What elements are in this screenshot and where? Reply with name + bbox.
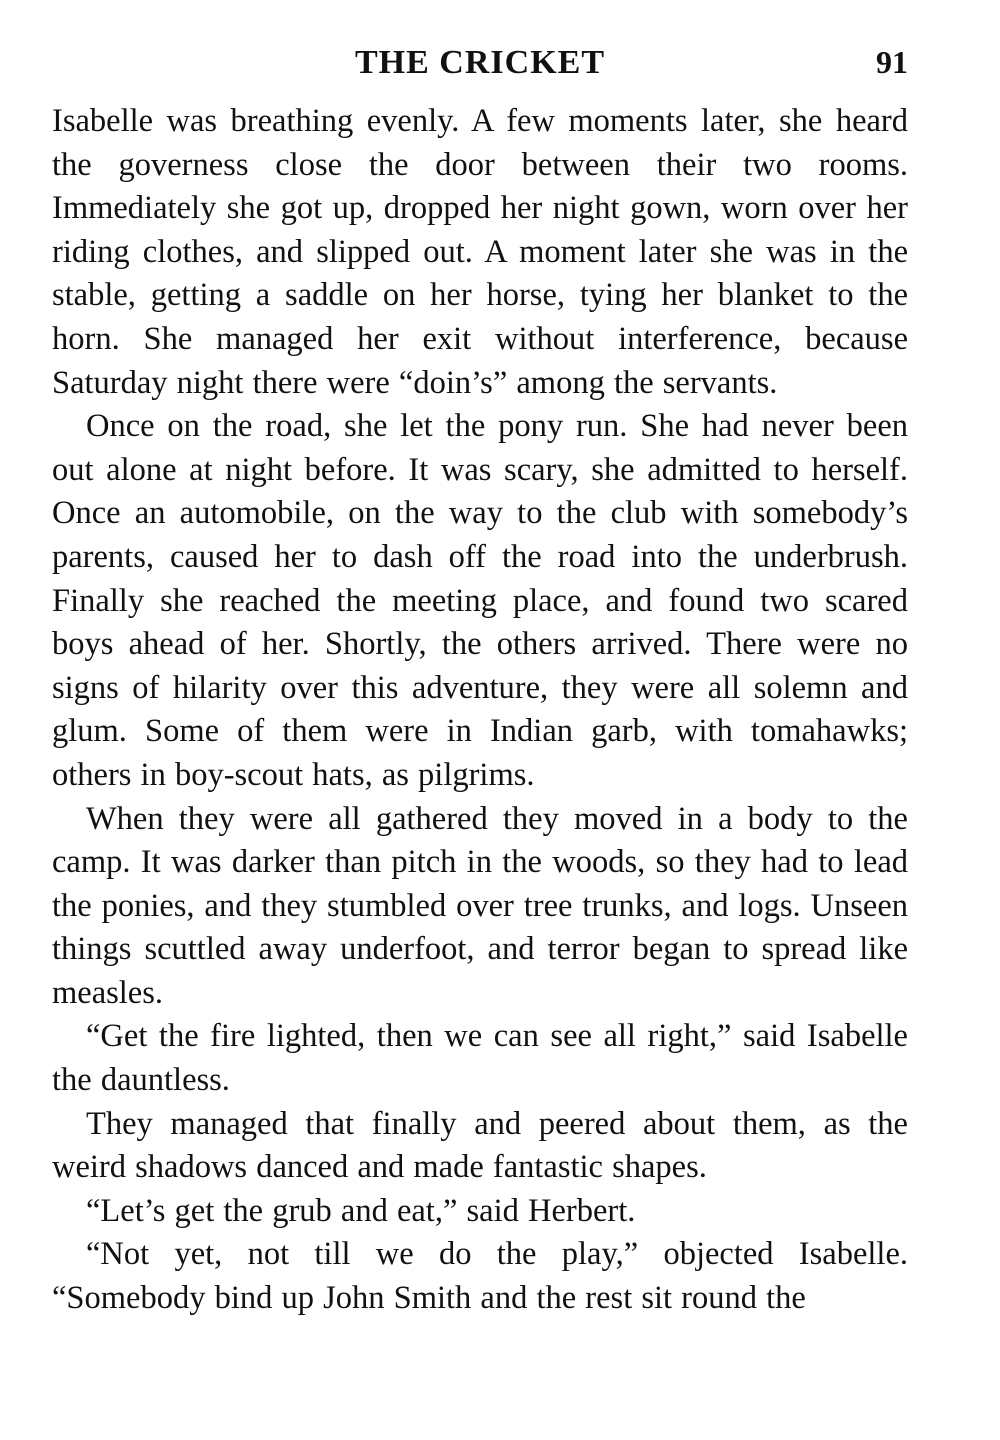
paragraph: “Let’s get the grub and eat,” said Herbert. xyxy=(86,1192,636,1229)
running-title: THE CRICKET xyxy=(355,44,605,81)
running-head xyxy=(52,38,908,88)
paragraph: They managed that finally and peered about them, as the weird shadows danced and made fantastic shapes. xyxy=(52,1105,908,1186)
paragraph: “Not yet, not till we do the play,” objected Isabelle. “Somebody bind up John Smith and the rest sit round the xyxy=(52,1236,908,1317)
paragraph: Once on the road, she let the pony run. She had never been out alone at night before. It was scary, she admitted to herself. Once an automobile, on the way to the club with somebody’s parents, caused her to dash off the road into the underbrush. Finally she reached the meeting place, and found two scared boys ahead of her. Shortly, the others arrived. There were no signs of hilarity over this adventure, they were all solemn and glum. Some of them were in Indian garb, with tomahawks; others in boy-scout hats, as pilgrims. xyxy=(52,408,908,793)
body-text xyxy=(52,100,908,1321)
paragraph: “Get the fire lighted, then we can see all right,” said Isabelle the dauntless. xyxy=(52,1018,908,1099)
paragraph: When they were all gathered they moved in a body to the camp. It was darker than pitch in the woods, so they had to lead the ponies, and they stumbled over tree trunks, and logs. Unseen things scuttled away underfoot, and terror began to spread like measles. xyxy=(52,800,908,1011)
paragraph: Isabelle was breathing evenly. A few moments later, she heard the governess close the door between their two rooms. Immediately she got up, dropped her night gown, worn over her riding clothes, and slipped out. A moment later she was in the stable, getting a saddle on her horse, tying her blanket to the horn. She managed her exit without interference, because Saturday night there were “doin’s” among the servants. xyxy=(52,103,908,401)
page-number: 91 xyxy=(876,44,908,80)
